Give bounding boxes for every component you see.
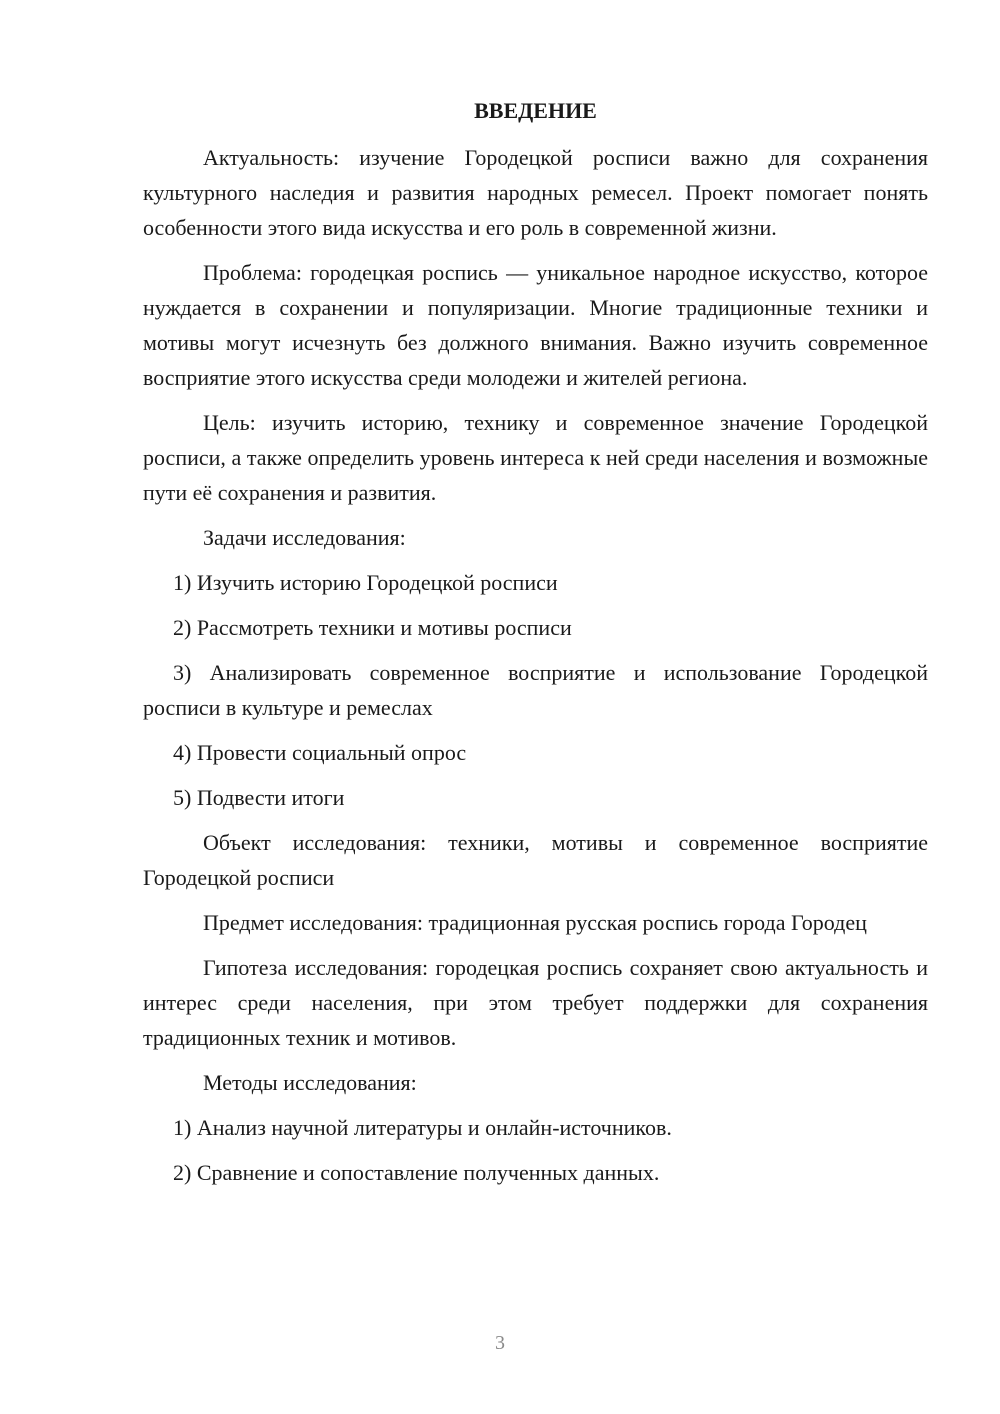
method-item: 2) Сравнение и сопоставление полученных данных.: [173, 1160, 660, 1185]
tasks-heading: Задачи исследования:: [203, 525, 406, 550]
task-item: 3) Анализировать современное восприятие и использование Городецкой росписи в культуре и ремеслах: [143, 660, 928, 720]
methods-heading: Методы исследования:: [203, 1070, 417, 1095]
task-item: 2) Рассмотреть техники и мотивы росписи: [173, 615, 572, 640]
page-number: 3: [495, 1332, 505, 1354]
goal-paragraph: Цель: изучить историю, технику и современное значение Городецкой росписи, а также определить уровень интереса к ней среди населения и возможные пути её сохранения и развития.: [143, 410, 928, 505]
hypothesis-paragraph: Гипотеза исследования: городецкая роспись сохраняет свою актуальность и интерес среди населения, при этом требует поддержки для сохранения традиционных техник и мотивов.: [143, 955, 928, 1050]
relevance-paragraph: Актуальность: изучение Городецкой росписи важно для сохранения культурного наследия и развития народных ремесел. Проект помогает понять особенности этого вида искусства и его роль в современной жизни.: [143, 145, 928, 240]
problem-paragraph: Проблема: городецкая роспись — уникальное народное искусство, которое нуждается в сохранении и популяризации. Многие традиционные техники и мотивы могут исчезнуть без должного внимания. Важно изучить современное восприятие этого искусства среди молодежи и жителей региона.: [143, 260, 928, 390]
object-paragraph: Объект исследования: техники, мотивы и современное восприятие Городецкой росписи: [143, 830, 928, 890]
method-item: 1) Анализ научной литературы и онлайн-источников.: [173, 1115, 672, 1140]
subject-paragraph: Предмет исследования: традиционная русская роспись города Городец: [203, 910, 867, 935]
page-content: [143, 93, 928, 1200]
task-item: 5) Подвести итоги: [173, 785, 345, 810]
task-item: 4) Провести социальный опрос: [173, 740, 467, 765]
task-item: 1) Изучить историю Городецкой росписи: [173, 570, 558, 595]
section-title: ВВЕДЕНИЕ: [474, 98, 597, 123]
